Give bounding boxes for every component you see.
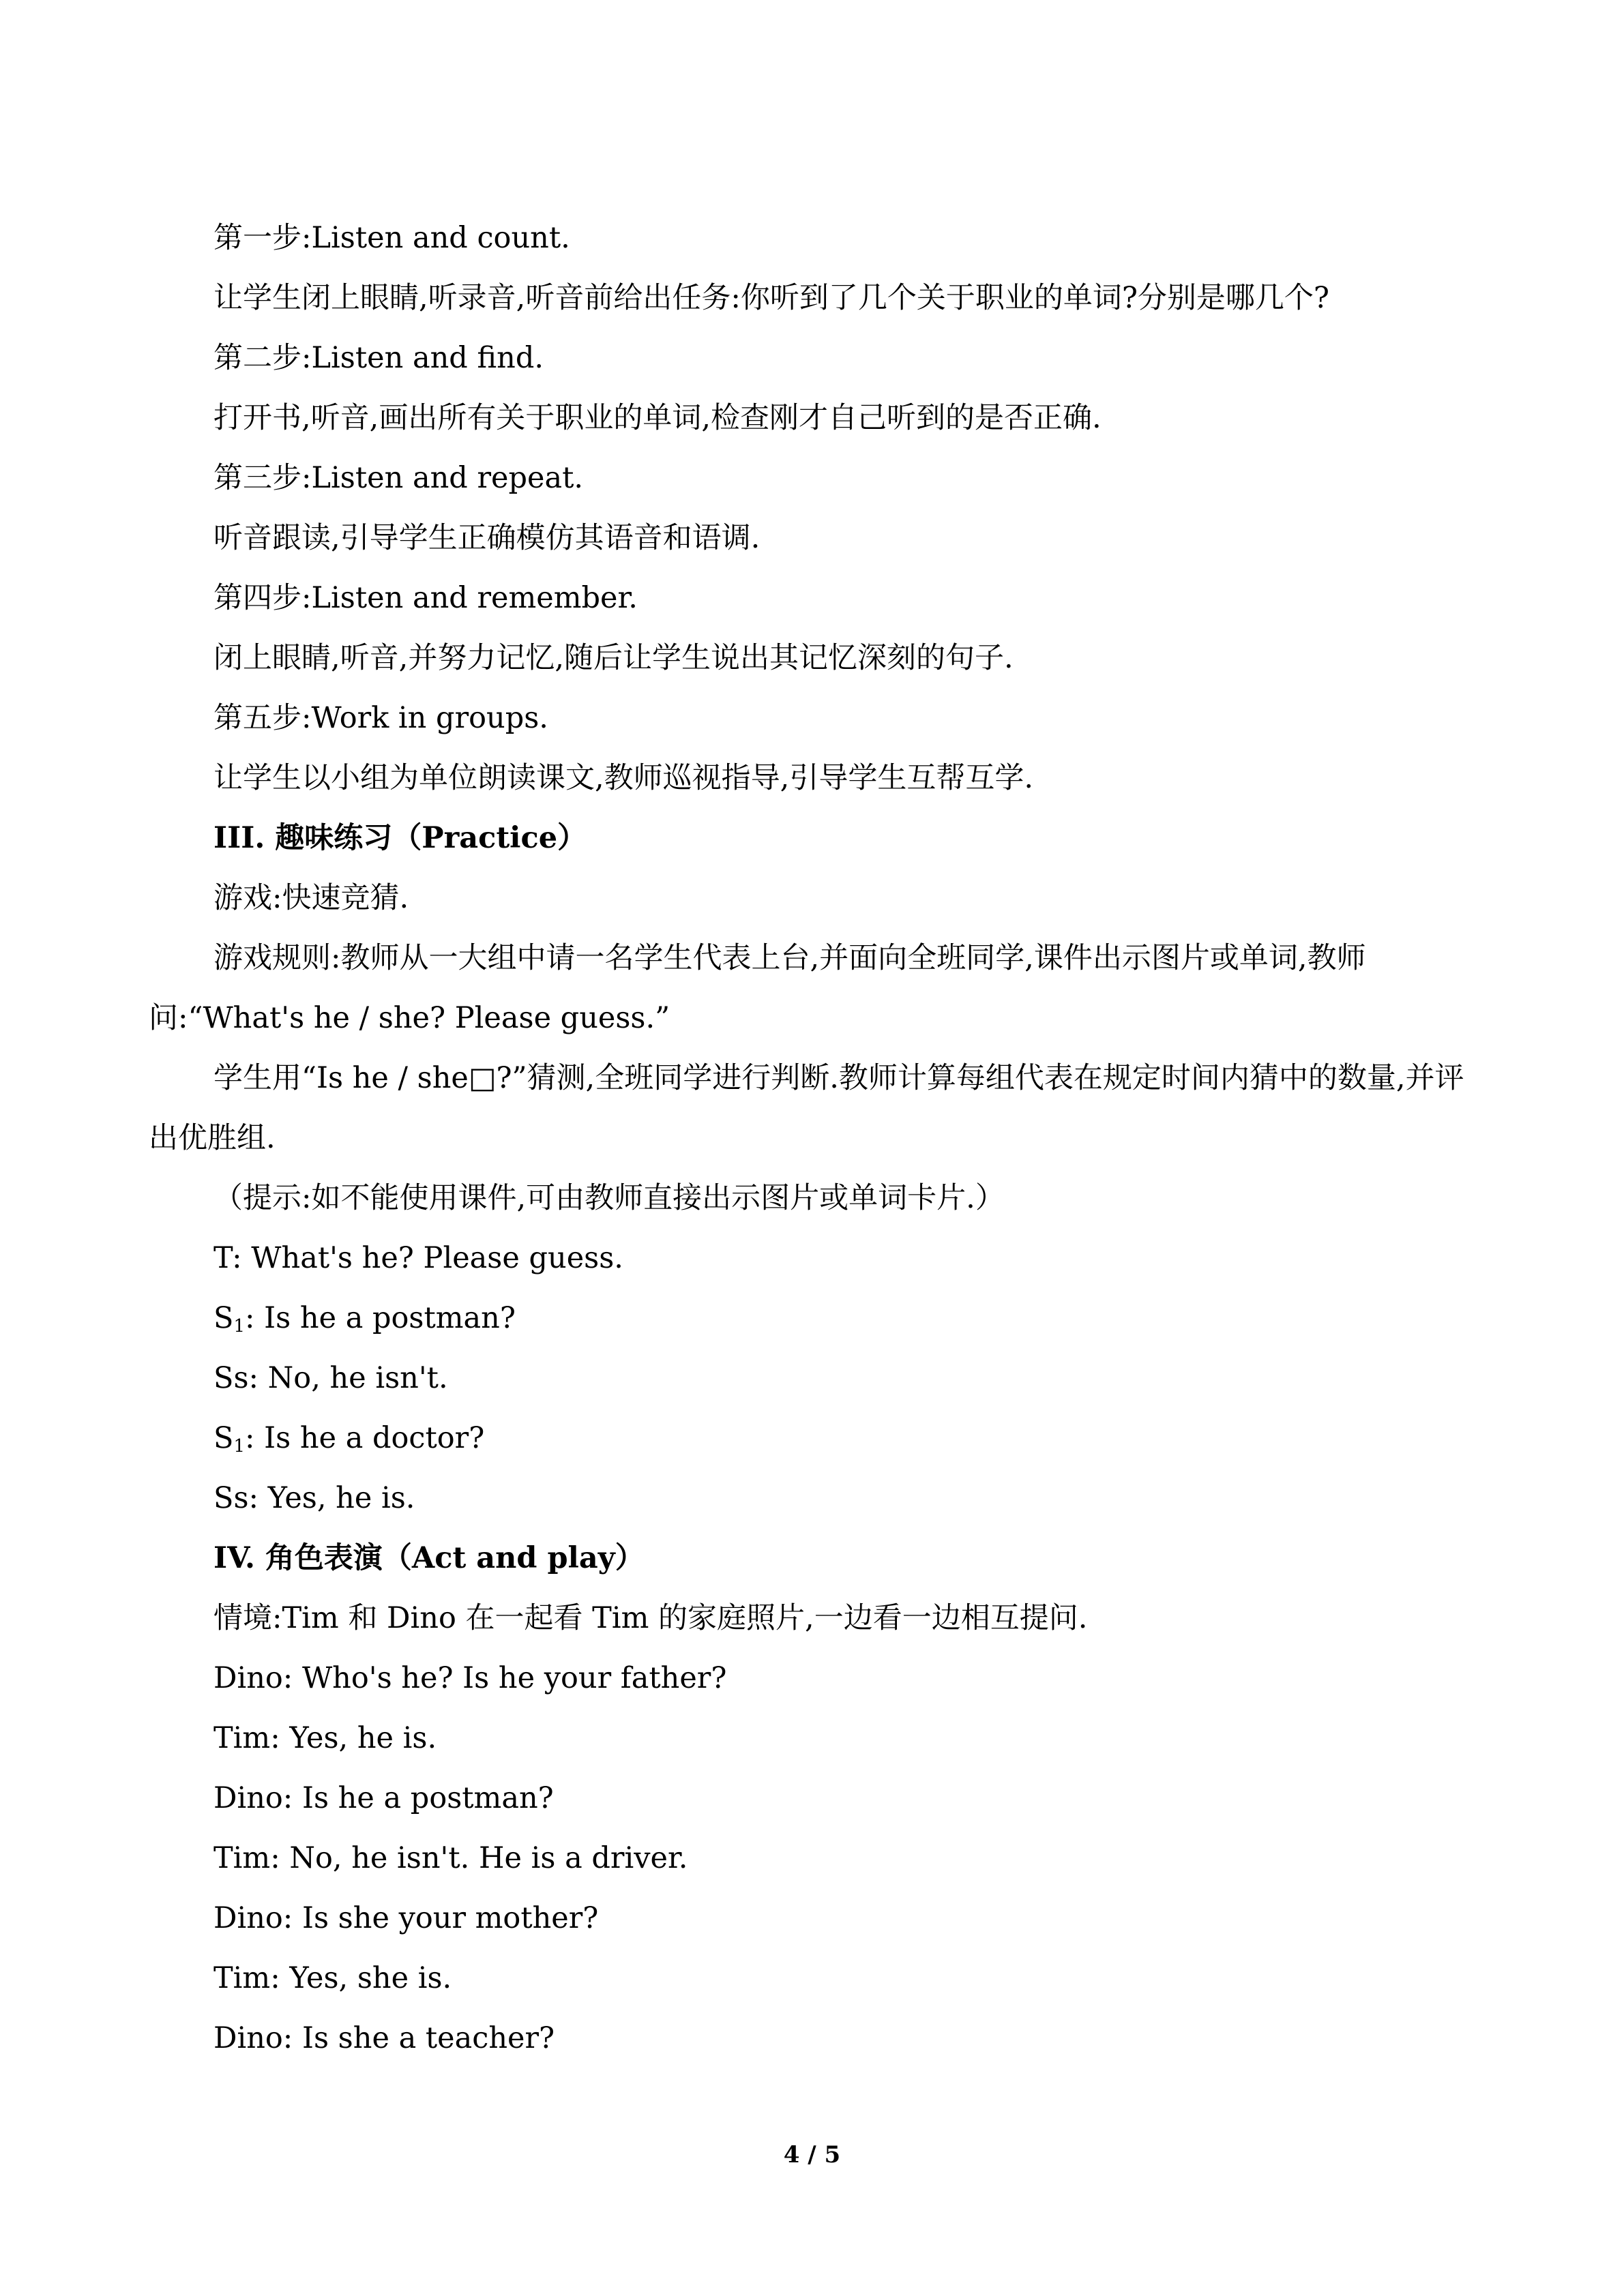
tip: （提示:如不能使用课件,可由教师直接出示图片或单词卡片.） — [213, 1181, 1005, 1215]
dialogue-line: Tim: Yes, she is. — [213, 1961, 452, 1995]
step-5-description: 让学生以小组为单位朗读课文,教师巡视指导,引导学生互帮互学. — [213, 761, 1034, 795]
page-content — [149, 208, 1486, 2068]
dialogue-line: Tim: No, he isn't. He is a driver. — [213, 1841, 688, 1875]
dialogue-line: Dino: Who's he? Is he your father? — [213, 1661, 727, 1695]
section-4-heading: IV. 角色表演（Act and play） — [213, 1541, 645, 1575]
dialogue-line: Dino: Is she your mother? — [213, 1901, 599, 1935]
step-2: 第二步:Listen and find. — [213, 341, 544, 375]
step-1-description: 让学生闭上眼睛,听录音,听音前给出任务:你听到了几个关于职业的单词?分别是哪几个? — [213, 281, 1329, 315]
step-5: 第五步:Work in groups. — [213, 701, 548, 735]
dialogue-line: Ss: No, he isn't. — [213, 1361, 448, 1395]
step-1: 第一步:Listen and count. — [213, 221, 570, 255]
dialogue-text: : Is he a doctor? — [245, 1421, 485, 1455]
dialogue-line: T: What's he? Please guess. — [213, 1241, 623, 1275]
speaker-subscript: 1 — [233, 1316, 246, 1337]
dialogue-line: Ss: Yes, he is. — [213, 1481, 415, 1515]
game-rules: 游戏规则:教师从一大组中请一名学生代表上台,并面向全班同学,课件出示图片或单词,教师问:“What's he / she? Please guess.” — [149, 941, 1366, 1035]
step-4-description: 闭上眼睛,听音,并努力记忆,随后让学生说出其记忆深刻的句子. — [213, 641, 1014, 675]
step-2-description: 打开书,听音,画出所有关于职业的单词,检查刚才自己听到的是否正确. — [213, 401, 1102, 435]
dialogue-line: Dino: Is he a postman? — [213, 1781, 554, 1815]
step-3: 第三步:Listen and repeat. — [213, 461, 584, 495]
speaker-label: S — [213, 1421, 234, 1455]
situation: 情境:Tim 和 Dino 在一起看 Tim 的家庭照片,一边看一边相互提问. — [213, 1601, 1088, 1635]
dialogue-line — [149, 1288, 1486, 1348]
section-3-heading: III. 趣味练习（Practice） — [213, 821, 587, 855]
game-name: 游戏:快速竞猜. — [213, 881, 409, 915]
dialogue-text: : Is he a postman? — [245, 1301, 516, 1335]
step-3-description: 听音跟读,引导学生正确模仿其语音和语调. — [213, 521, 761, 555]
dialogue-line: Tim: Yes, he is. — [213, 1721, 437, 1755]
dialogue-line — [149, 1408, 1486, 1468]
page-number: 4 / 5 — [783, 2141, 841, 2168]
speaker-subscript: 1 — [233, 1436, 246, 1457]
guess-instructions: 学生用“Is he / she□?”猜测,全班同学进行判断.教师计算每组代表在规定时间内猜中的数量,并评出优胜组. — [149, 1061, 1464, 1155]
speaker-label: S — [213, 1301, 234, 1335]
step-4: 第四步:Listen and remember. — [213, 581, 638, 615]
dialogue-line: Dino: Is she a teacher? — [213, 2021, 555, 2055]
